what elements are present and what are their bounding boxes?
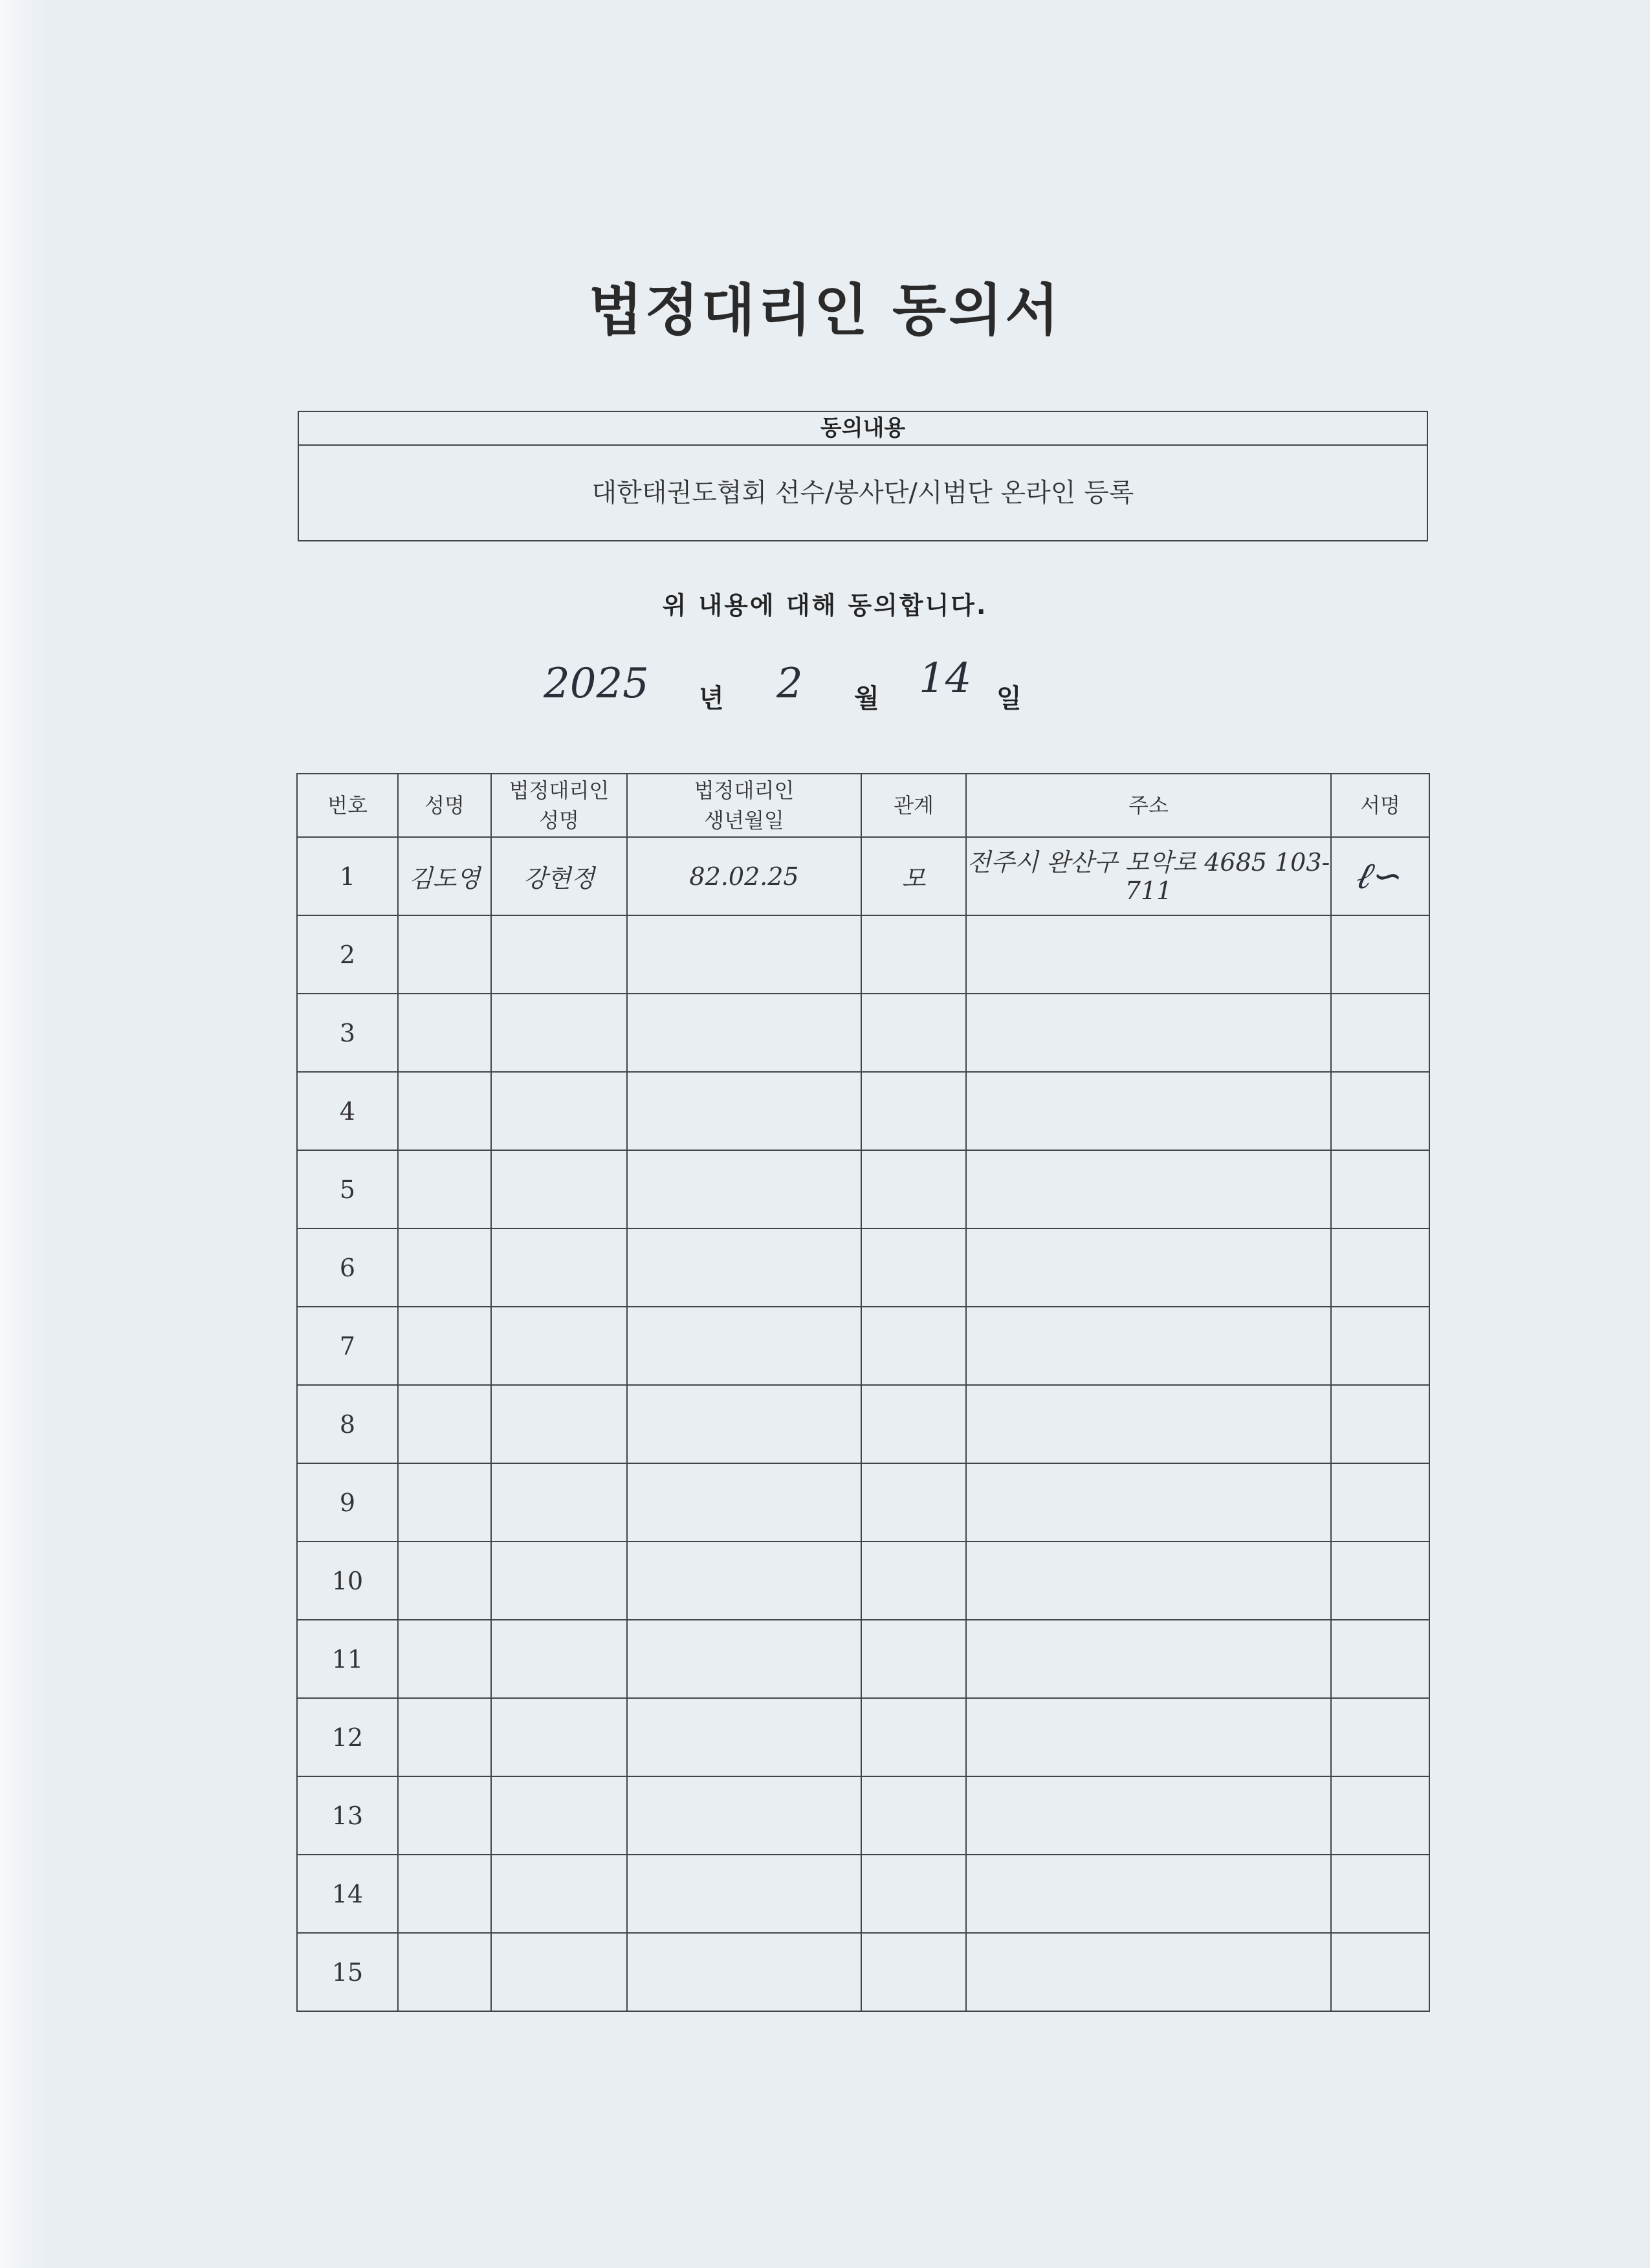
cell-relation [861, 1620, 966, 1698]
cell-relation [861, 1698, 966, 1776]
header-guardian-birth: 법정대리인 생년월일 [627, 774, 861, 837]
table-row [297, 1150, 1429, 1228]
cell-name [398, 1385, 491, 1463]
cell-name [398, 1150, 491, 1228]
cell-guardian-name: 강현정 [491, 837, 627, 915]
cell-guardian-birth [627, 1933, 861, 2011]
cell-address [966, 1150, 1331, 1228]
row-number: 6 [297, 1228, 398, 1307]
cell-address: 전주시 완산구 모악로 4685 103-711 [966, 837, 1331, 915]
row-number: 8 [297, 1385, 398, 1463]
cell-guardian-name [491, 1855, 627, 1933]
row-number: 4 [297, 1072, 398, 1150]
cell-guardian-birth [627, 1385, 861, 1463]
table-row [297, 1542, 1429, 1620]
cell-signature [1331, 1620, 1429, 1698]
cell-address [966, 1698, 1331, 1776]
cell-relation [861, 1307, 966, 1385]
cell-name [398, 1933, 491, 2011]
cell-guardian-birth [627, 1072, 861, 1150]
cell-signature [1331, 1385, 1429, 1463]
cell-signature [1331, 994, 1429, 1072]
cell-guardian-birth [627, 1698, 861, 1776]
date-line [537, 655, 1119, 731]
row-number: 3 [297, 994, 398, 1072]
row-number: 10 [297, 1542, 398, 1620]
cell-address [966, 915, 1331, 994]
table-body [297, 837, 1429, 2011]
table-header-row [297, 774, 1429, 837]
cell-address [966, 1072, 1331, 1150]
cell-name [398, 1072, 491, 1150]
cell-guardian-birth [627, 1776, 861, 1855]
cell-guardian-name [491, 1542, 627, 1620]
header-name: 성명 [398, 774, 491, 837]
cell-address [966, 1620, 1331, 1698]
header-signature: 서명 [1331, 774, 1429, 837]
cell-relation [861, 1542, 966, 1620]
header-guardian-name: 법정대리인 성명 [491, 774, 627, 837]
consent-box [298, 411, 1428, 541]
header-relation: 관계 [861, 774, 966, 837]
table-row [297, 1228, 1429, 1307]
cell-signature [1331, 1776, 1429, 1855]
row-number: 11 [297, 1620, 398, 1698]
cell-address [966, 1933, 1331, 2011]
cell-guardian-birth [627, 915, 861, 994]
cell-guardian-name [491, 1150, 627, 1228]
cell-guardian-name [491, 915, 627, 994]
table-row [297, 1776, 1429, 1855]
cell-guardian-name [491, 1307, 627, 1385]
row-number: 2 [297, 915, 398, 994]
cell-address [966, 1228, 1331, 1307]
guardian-table [296, 773, 1430, 2012]
cell-relation [861, 1150, 966, 1228]
table-row [297, 994, 1429, 1072]
header-address: 주소 [966, 774, 1331, 837]
cell-guardian-birth [627, 1150, 861, 1228]
cell-relation [861, 1933, 966, 2011]
table-row [297, 1463, 1429, 1542]
cell-signature [1331, 915, 1429, 994]
cell-address [966, 994, 1331, 1072]
agree-statement: 위 내용에 대해 동의합니다. [662, 591, 988, 620]
cell-signature [1331, 1698, 1429, 1776]
cell-guardian-birth [627, 1228, 861, 1307]
cell-address [966, 1855, 1331, 1933]
cell-guardian-birth [627, 994, 861, 1072]
cell-name [398, 994, 491, 1072]
cell-guardian-name [491, 994, 627, 1072]
cell-relation [861, 1855, 966, 1933]
cell-relation [861, 915, 966, 994]
header-number: 번호 [297, 774, 398, 837]
cell-name [398, 1307, 491, 1385]
cell-guardian-name [491, 1620, 627, 1698]
row-number: 15 [297, 1933, 398, 2011]
cell-signature [1331, 837, 1429, 915]
cell-address [966, 1307, 1331, 1385]
cell-name [398, 1228, 491, 1307]
table-row [297, 1385, 1429, 1463]
table-row [297, 1072, 1429, 1150]
table-row [297, 1620, 1429, 1698]
cell-signature [1331, 1228, 1429, 1307]
cell-signature [1331, 1463, 1429, 1542]
table-row [297, 915, 1429, 994]
cell-signature [1331, 1855, 1429, 1933]
cell-relation: 모 [861, 837, 966, 915]
cell-address [966, 1463, 1331, 1542]
cell-signature [1331, 1933, 1429, 2011]
cell-guardian-birth [627, 1542, 861, 1620]
date-day-label: 일 [996, 684, 1022, 714]
cell-relation [861, 1463, 966, 1542]
cell-guardian-birth [627, 1463, 861, 1542]
cell-guardian-birth [627, 1620, 861, 1698]
cell-guardian-name [491, 1385, 627, 1463]
cell-guardian-name [491, 1776, 627, 1855]
cell-signature [1331, 1072, 1429, 1150]
cell-name: 김도영 [398, 837, 491, 915]
cell-guardian-name [491, 1072, 627, 1150]
cell-guardian-name [491, 1228, 627, 1307]
cell-guardian-name [491, 1463, 627, 1542]
row-number: 9 [297, 1463, 398, 1542]
consent-text: 대한태권도협회 선수/봉사단/시범단 온라인 등록 [591, 478, 1134, 508]
cell-relation [861, 994, 966, 1072]
row-number: 5 [297, 1150, 398, 1228]
table-row [297, 1855, 1429, 1933]
cell-address [966, 1385, 1331, 1463]
cell-guardian-birth [627, 1307, 861, 1385]
row-number: 7 [297, 1307, 398, 1385]
cell-guardian-name [491, 1933, 627, 2011]
table-row [297, 1933, 1429, 2011]
date-day: 14 [919, 655, 972, 703]
cell-address [966, 1542, 1331, 1620]
table-row [297, 1698, 1429, 1776]
cell-name [398, 1542, 491, 1620]
date-month: 2 [776, 660, 803, 708]
cell-name [398, 915, 491, 994]
cell-name [398, 1855, 491, 1933]
table-row [297, 837, 1429, 915]
cell-name [398, 1620, 491, 1698]
cell-guardian-birth: 82.02.25 [627, 837, 861, 915]
cell-relation [861, 1776, 966, 1855]
cell-name [398, 1698, 491, 1776]
date-year-label: 년 [699, 684, 724, 714]
consent-header: 동의내용 [299, 412, 1427, 446]
cell-name [398, 1463, 491, 1542]
date-month-label: 월 [854, 684, 879, 714]
cell-relation [861, 1072, 966, 1150]
signature-mark: ℓ∽ [1352, 855, 1409, 897]
row-number: 1 [297, 837, 398, 915]
cell-signature [1331, 1542, 1429, 1620]
cell-signature [1331, 1150, 1429, 1228]
cell-relation [861, 1385, 966, 1463]
date-year: 2025 [544, 660, 649, 708]
row-number: 12 [297, 1698, 398, 1776]
cell-address [966, 1776, 1331, 1855]
table-row [297, 1307, 1429, 1385]
cell-guardian-name [491, 1698, 627, 1776]
cell-guardian-birth [627, 1855, 861, 1933]
row-number: 13 [297, 1776, 398, 1855]
row-number: 14 [297, 1855, 398, 1933]
cell-signature [1331, 1307, 1429, 1385]
cell-name [398, 1776, 491, 1855]
cell-relation [861, 1228, 966, 1307]
document-title: 법정대리인 동의서 [588, 278, 1062, 343]
